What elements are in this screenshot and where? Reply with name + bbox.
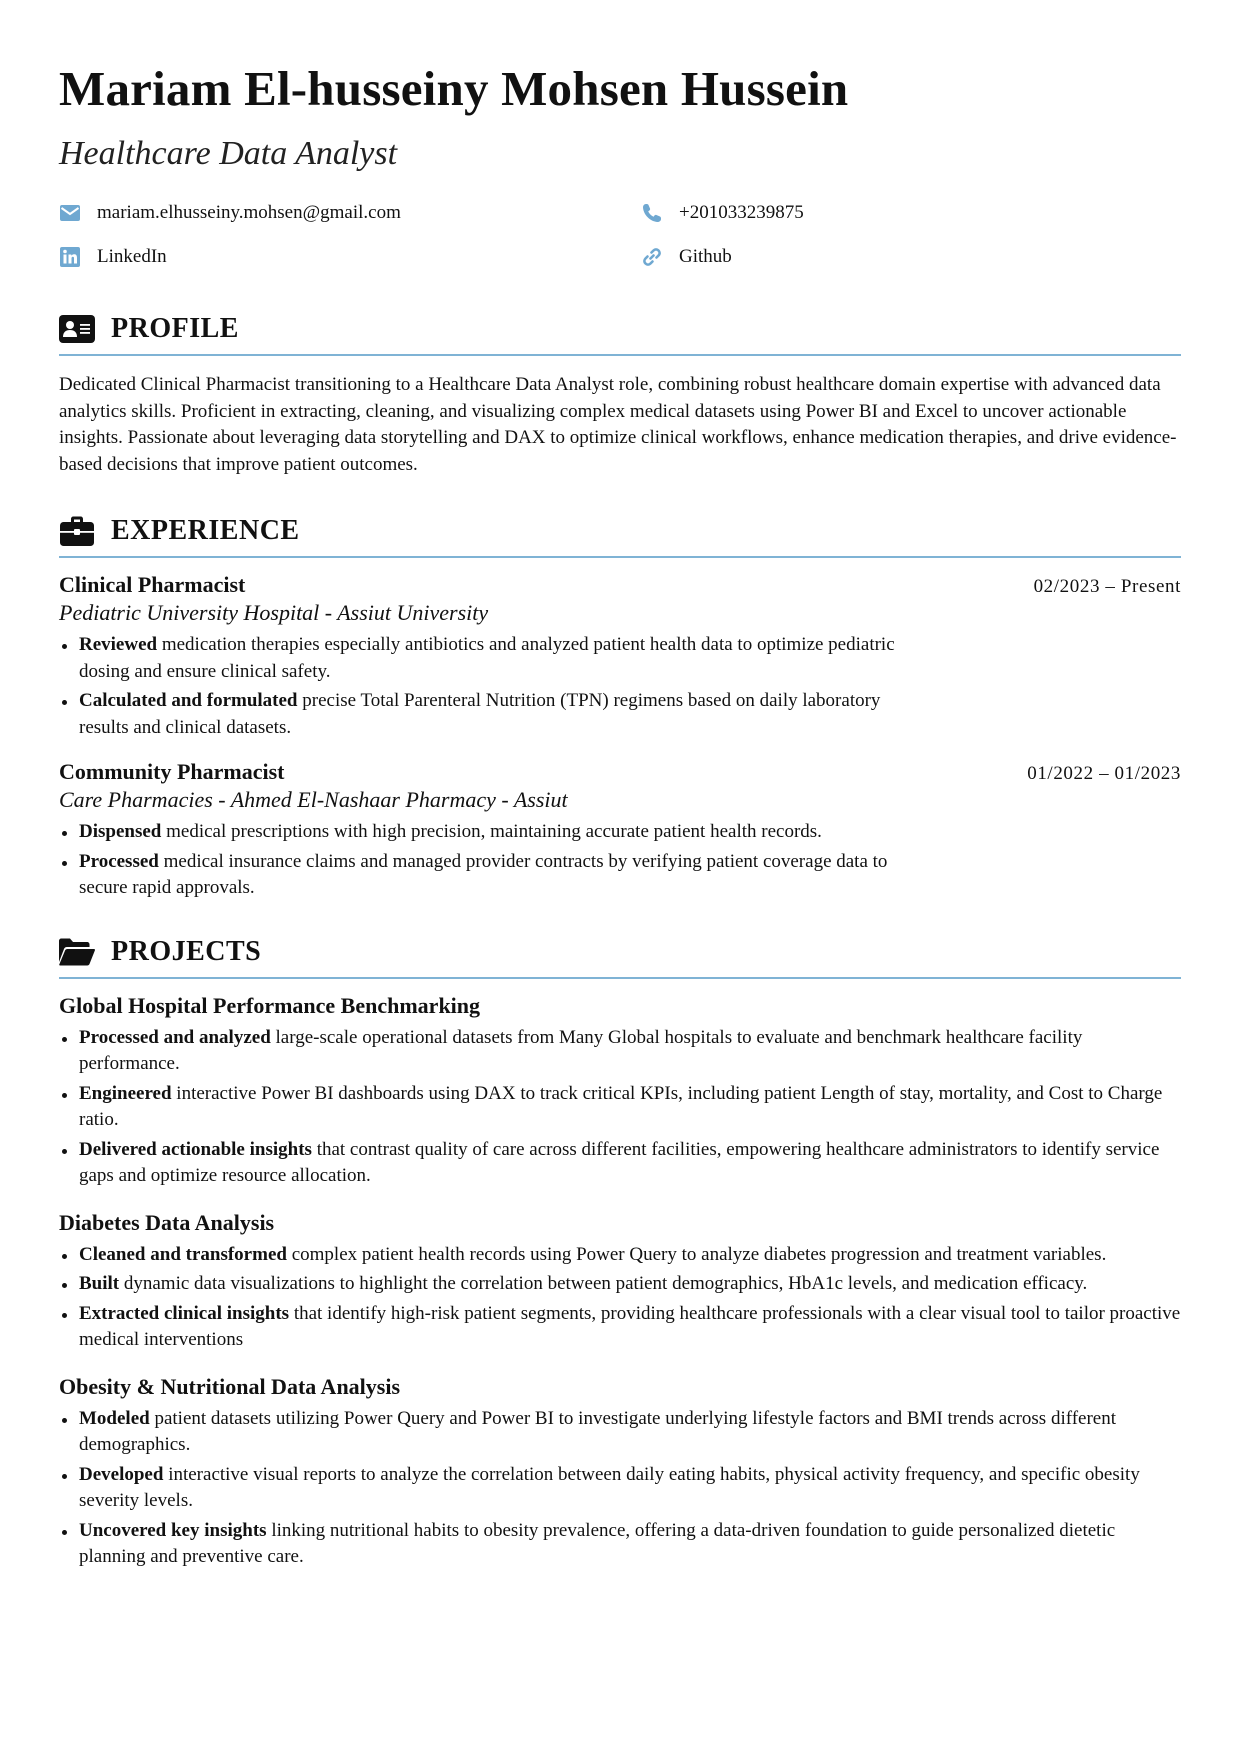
folder-open-icon <box>59 937 95 967</box>
bullet-item <box>59 1081 1181 1134</box>
profile-summary: Dedicated Clinical Pharmacist transitioning to a Healthcare Data Analyst role, combining robust healthcare domain expertise with advanced data analytics skills. Proficient in extracting, cleaning, and visualizing complex medical datasets using Power BI and Excel to uncover actionable insights. Passionate about leveraging data storytelling and DAX to optimize clinical workflows, enhance medication therapies, and drive evidence-based decisions that improve patient outcomes. <box>59 374 1177 475</box>
phone-link[interactable]: +201033239875 <box>679 202 804 223</box>
bullet-text: interactive visual reports to analyze the correlation between daily eating habits, physical activity frequency, and specific obesity severity levels. <box>79 1463 1140 1511</box>
bullet-lead: Delivered actionable insights <box>79 1138 312 1160</box>
contact-phone <box>641 201 1181 225</box>
bullet-text: patient datasets utilizing Power Query and Power BI to investigate underlying lifestyle factors and BMI trends across different demographics. <box>79 1407 1117 1455</box>
bullet-text: complex patient health records using Power Query to analyze diabetes progression and treatment variables. <box>286 1243 1107 1265</box>
projects-heading <box>59 932 1181 979</box>
envelope-icon <box>59 202 81 224</box>
bullet-text: that contrast quality of care across different facilities, empowering healthcare administrators to identify service gaps and optimize resource allocation. <box>79 1138 1160 1186</box>
job-date: 02/2023 – Present <box>1033 576 1181 597</box>
bullet-lead: Cleaned and transformed <box>79 1243 287 1265</box>
candidate-name: Mariam El-husseiny Mohsen Hussein <box>59 61 849 116</box>
bullet-lead: Dispensed <box>79 821 162 842</box>
profile-heading <box>59 309 1181 356</box>
bullet-text: medical insurance claims and managed provider contracts by verifying patient coverage data to secure rapid approvals. <box>79 850 888 898</box>
project-bullets <box>59 1025 1181 1190</box>
bullet-lead: Processed <box>79 850 159 872</box>
bullet-item <box>59 1271 1181 1298</box>
bullet-lead: Processed and analyzed <box>79 1026 271 1048</box>
profile-section <box>59 309 1181 478</box>
bullet-item <box>59 688 929 741</box>
phone-icon <box>641 202 663 224</box>
experience-section <box>59 511 1181 902</box>
job-bullets <box>59 632 1181 741</box>
bullet-lead: Modeled <box>79 1407 150 1429</box>
contact-email <box>59 201 641 225</box>
candidate-title: Healthcare Data Analyst <box>59 135 398 172</box>
contact-info <box>59 201 1181 269</box>
bullet-text: precise Total Parenteral Nutrition (TPN) regimens based on daily laboratory results and clinical datasets. <box>79 690 881 738</box>
bullet-item <box>59 1242 1181 1269</box>
bullet-item <box>59 849 929 902</box>
bullet-lead: Developed <box>79 1463 164 1485</box>
profile-title: PROFILE <box>111 313 239 344</box>
bullet-text: medical prescriptions with high precision, maintaining accurate patient health records. <box>161 821 822 842</box>
bullet-item <box>59 1301 1181 1354</box>
project-entry <box>59 1210 1181 1354</box>
github-link[interactable]: Github <box>679 246 732 267</box>
projects-section <box>59 932 1181 1571</box>
job-title: Community Pharmacist <box>59 759 285 784</box>
job-entry <box>59 572 1181 741</box>
bullet-item <box>59 1518 1181 1571</box>
contact-linkedin <box>59 245 641 269</box>
bullet-item <box>59 632 929 685</box>
job-organization: Care Pharmacies - Ahmed El-Nashaar Pharmacy - Assiut <box>59 787 568 812</box>
job-organization: Pediatric University Hospital - Assiut University <box>59 600 489 625</box>
projects-title: PROJECTS <box>111 935 262 967</box>
bullet-text: that identify high-risk patient segments, providing healthcare professionals with a clear visual tool to tailor proactive medical interventions <box>79 1302 1181 1350</box>
job-bullets <box>59 819 1181 902</box>
bullet-text: linking nutritional habits to obesity prevalence, offering a data-driven foundation to guide personalized dietetic planning and preventive care. <box>79 1519 1116 1567</box>
project-bullets <box>59 1242 1181 1354</box>
bullet-item <box>59 1137 1181 1190</box>
contact-github <box>641 245 1181 269</box>
briefcase-icon <box>59 516 95 546</box>
experience-heading <box>59 511 1181 558</box>
bullet-text: interactive Power BI dashboards using DAX to track critical KPIs, including patient Length of stay, mortality, and Cost to Charge ratio. <box>79 1082 1163 1130</box>
linkedin-link[interactable]: LinkedIn <box>97 246 167 267</box>
project-title: Obesity & Nutritional Data Analysis <box>59 1373 401 1399</box>
job-date: 01/2022 – 01/2023 <box>1027 763 1181 784</box>
resume-page <box>59 54 1181 1574</box>
bullet-text: dynamic data visualizations to highlight the correlation between patient demographics, HbA1c levels, and medication efficacy. <box>119 1273 1088 1294</box>
bullet-text: medication therapies especially antibiotics and analyzed patient health data to optimize pediatric dosing and ensure clinical safety. <box>79 634 895 682</box>
job-entry <box>59 759 1181 902</box>
link-icon <box>641 246 663 268</box>
experience-title: EXPERIENCE <box>111 515 300 546</box>
id-card-icon <box>59 314 95 344</box>
bullet-item <box>59 1406 1181 1459</box>
bullet-lead: Built <box>79 1273 120 1294</box>
project-entry <box>59 993 1181 1190</box>
project-title: Diabetes Data Analysis <box>59 1209 275 1235</box>
bullet-item <box>59 1462 1181 1515</box>
email-link[interactable]: mariam.elhusseiny.mohsen@gmail.com <box>97 202 401 223</box>
bullet-lead: Calculated and formulated <box>79 690 298 711</box>
linkedin-icon <box>59 246 81 268</box>
project-entry <box>59 1374 1181 1571</box>
bullet-lead: Extracted clinical insights <box>79 1302 290 1324</box>
bullet-item <box>59 1025 1181 1078</box>
bullet-lead: Engineered <box>79 1082 172 1104</box>
bullet-item <box>59 819 929 846</box>
project-title: Global Hospital Performance Benchmarking <box>59 992 481 1018</box>
bullet-lead: Uncovered key insights <box>79 1519 267 1541</box>
bullet-lead: Reviewed <box>79 634 158 655</box>
project-bullets <box>59 1406 1181 1571</box>
bullet-text: large-scale operational datasets from Many Global hospitals to evaluate and benchmark healthcare facility performance. <box>79 1026 1083 1074</box>
job-title: Clinical Pharmacist <box>59 572 246 597</box>
